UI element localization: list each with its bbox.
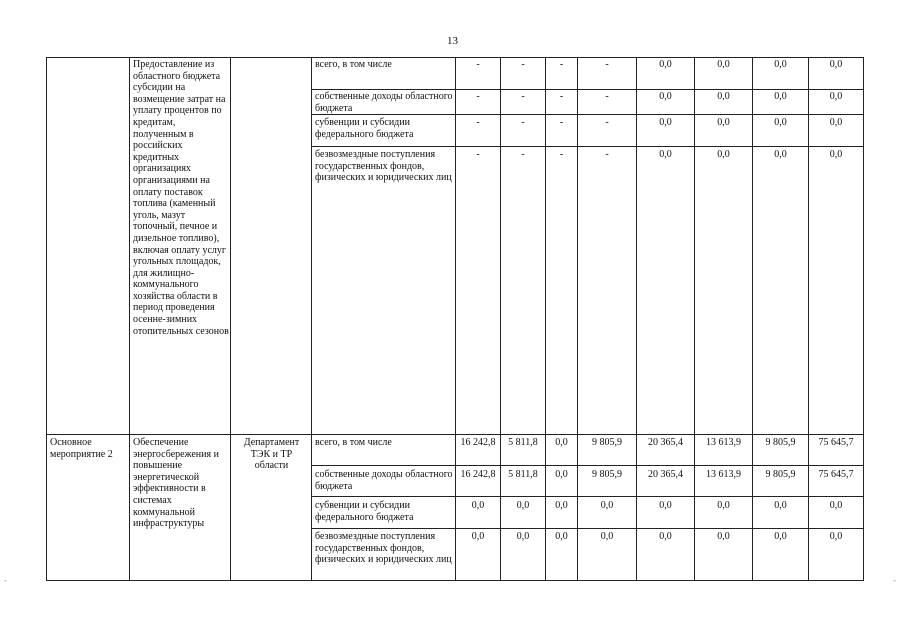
value-cell: 0,0 <box>659 149 672 160</box>
value-cell: 0,0 <box>829 59 843 70</box>
value-cell: 5 811,8 <box>508 437 538 448</box>
content-cell-1: Предоставление из областного бюджета субсидии на возмещение затрат на уплату процентов по кредитам, полученным в российских кредитных организациях организациями на оплату поставок топлива (каменный уголь, мазут топочный, печное и дизельное топливо), включая оплату услуг угольных площадок, для жилищно-коммунального хозяйства области в период проведения осенне-зимних отопительных сезонов <box>133 59 229 337</box>
value-cell: 16 242,8 <box>460 469 496 480</box>
value-cell: - <box>559 59 564 70</box>
value-cell: 0,0 <box>717 91 730 102</box>
value-cell: 0,0 <box>516 531 530 542</box>
value-cell: 13 613,9 <box>706 437 741 448</box>
value-cell: 0,0 <box>774 59 787 70</box>
value-cell: - <box>521 149 525 160</box>
value-cell: - <box>605 59 609 70</box>
value-cell: 0,0 <box>659 59 672 70</box>
value-cell: 0,0 <box>659 117 672 128</box>
page-number: 13 <box>447 35 458 47</box>
value-cell: 0,0 <box>600 500 614 511</box>
edge-mark-right: - <box>893 575 896 585</box>
value-cell: 0,0 <box>659 91 672 102</box>
value-cell: 0,0 <box>555 531 568 542</box>
value-cell: 20 365,4 <box>648 437 683 448</box>
value-cell: 0,0 <box>555 469 568 480</box>
value-cell: 0,0 <box>774 500 787 511</box>
value-cell: 0,0 <box>717 149 730 160</box>
value-cell: 0,0 <box>555 437 568 448</box>
value-cell: 0,0 <box>774 149 787 160</box>
source-label: всего, в том числе <box>315 59 392 70</box>
value-cell: 0,0 <box>659 500 672 511</box>
value-cell: 0,0 <box>600 531 614 542</box>
value-cell: - <box>521 59 525 70</box>
value-cell: - <box>476 117 480 128</box>
value-cell: 20 365,4 <box>648 469 683 480</box>
value-cell: 0,0 <box>774 91 787 102</box>
value-cell: 0,0 <box>516 500 530 511</box>
value-cell: - <box>605 117 609 128</box>
value-cell: 9 805,9 <box>592 469 622 480</box>
value-cell: 0,0 <box>717 531 730 542</box>
value-cell: 0,0 <box>829 117 843 128</box>
value-cell: 9 805,9 <box>765 469 796 480</box>
edge-mark-left: - <box>4 575 7 585</box>
source-label: субвенции и субсидии федерального бюджета <box>315 500 414 523</box>
value-cell: - <box>605 149 609 160</box>
value-cell: 0,0 <box>471 531 485 542</box>
executor-cell-2: Департамент ТЭК и ТР области <box>243 437 300 472</box>
value-cell: - <box>605 91 609 102</box>
value-cell: 9 805,9 <box>765 437 796 448</box>
value-cell: - <box>559 149 564 160</box>
value-cell: - <box>476 91 480 102</box>
value-cell: - <box>521 91 525 102</box>
value-cell: 0,0 <box>717 500 730 511</box>
value-cell: 0,0 <box>717 59 730 70</box>
value-cell: 0,0 <box>717 117 730 128</box>
value-cell: - <box>521 117 525 128</box>
value-cell: 0,0 <box>829 149 843 160</box>
source-label: безвозмездные поступления государственных фондов, физических и юридических лиц <box>315 531 452 566</box>
value-cell: 0,0 <box>774 531 787 542</box>
source-label: всего, в том числе <box>315 437 392 448</box>
value-cell: 0,0 <box>829 500 843 511</box>
value-cell: 75 645,7 <box>818 437 854 448</box>
value-cell: - <box>559 117 564 128</box>
event-cell-2: Основное мероприятие 2 <box>50 437 113 460</box>
value-cell: 0,0 <box>829 91 843 102</box>
value-cell: 75 645,7 <box>818 469 854 480</box>
content-cell-2: Обеспечение энергосбережения и повышение энергетической эффективности в системах коммунальной инфраструктуры <box>133 437 219 530</box>
value-cell: 9 805,9 <box>592 437 622 448</box>
value-cell: 16 242,8 <box>460 437 496 448</box>
source-label: субвенции и субсидии федерального бюджета <box>315 117 414 140</box>
source-label: собственные доходы областного бюджета <box>315 469 453 492</box>
value-cell: - <box>476 59 480 70</box>
source-label: безвозмездные поступления государственных фондов, физических и юридических лиц <box>315 149 452 184</box>
value-cell: 5 811,8 <box>508 469 538 480</box>
value-cell: 0,0 <box>471 500 485 511</box>
value-cell: - <box>559 91 564 102</box>
source-label: собственные доходы областного бюджета <box>315 91 453 114</box>
value-cell: - <box>476 149 480 160</box>
value-cell: 0,0 <box>659 531 672 542</box>
value-cell: 0,0 <box>829 531 843 542</box>
value-cell: 0,0 <box>555 500 568 511</box>
value-cell: 13 613,9 <box>706 469 741 480</box>
value-cell: 0,0 <box>774 117 787 128</box>
